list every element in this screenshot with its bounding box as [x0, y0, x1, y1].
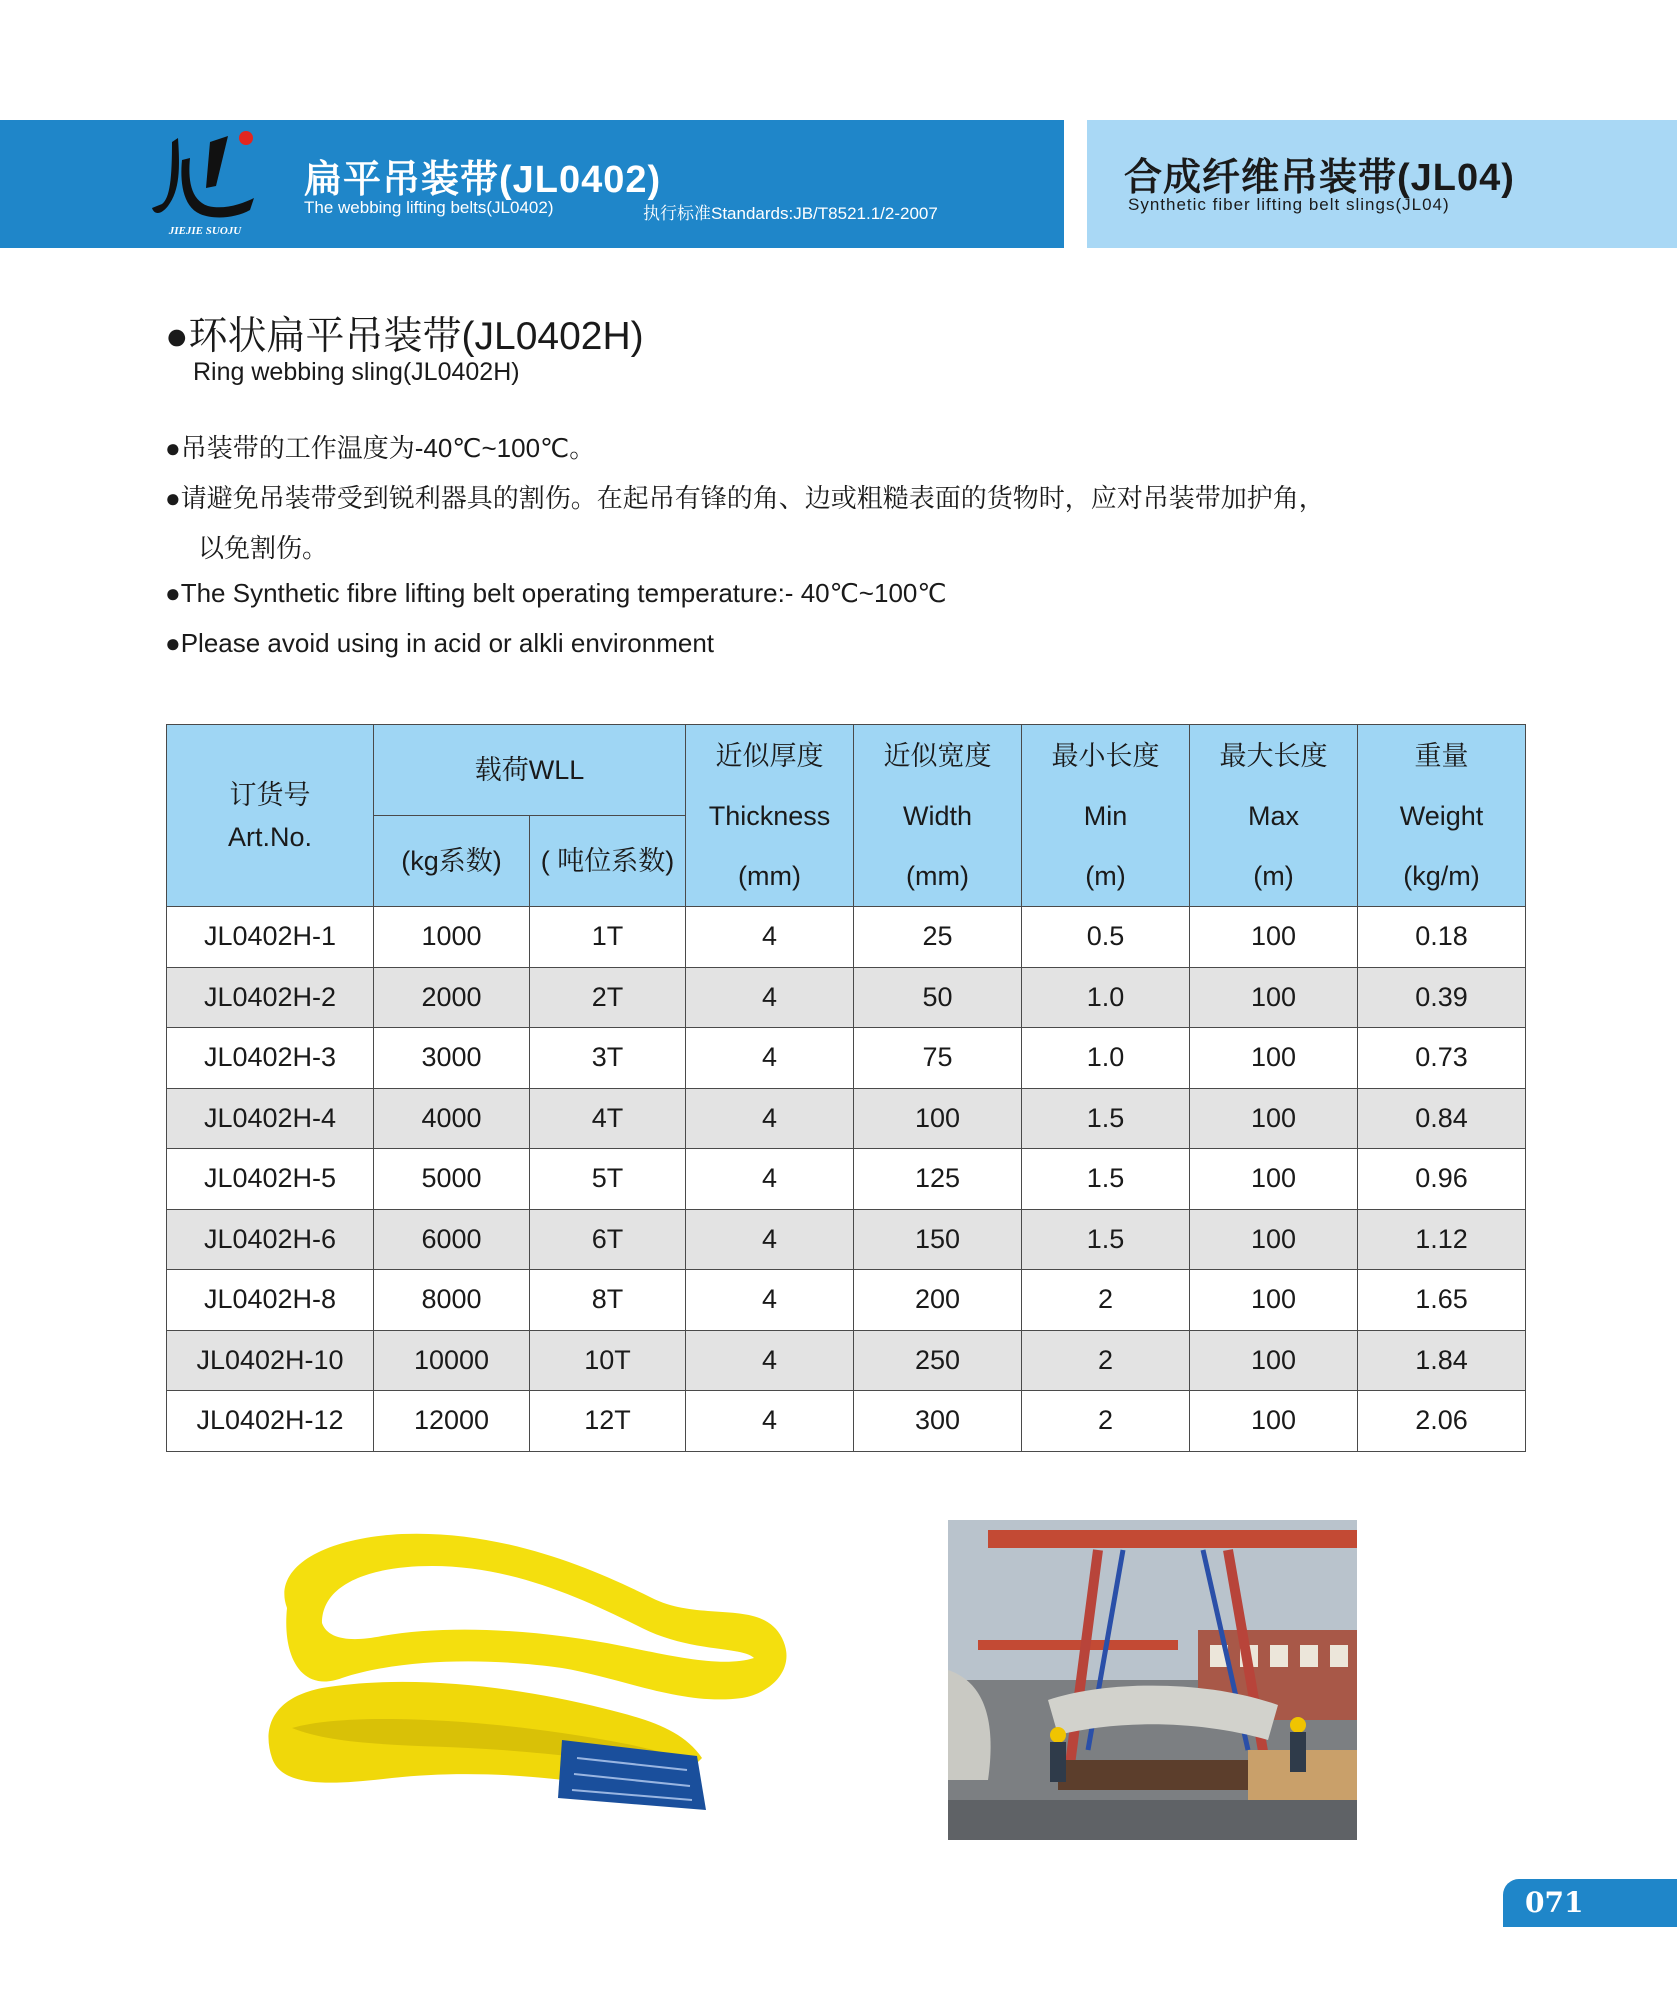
header-min-cn: 最小长度 — [1051, 740, 1160, 771]
cell-max-length: 100 — [1190, 1391, 1358, 1452]
header-weight — [1358, 725, 1526, 907]
header-thickness-en: Thickness — [708, 800, 831, 831]
header-weight-cn: 重量 — [1414, 740, 1469, 771]
section-title: ●环状扁平吊装带(JL0402H) — [165, 315, 644, 358]
cell-load-t: 6T — [530, 1209, 686, 1270]
cell-thickness: 4 — [686, 1028, 854, 1089]
table-row — [167, 1149, 1526, 1210]
header-art-no — [167, 725, 374, 907]
cell-thickness: 4 — [686, 967, 854, 1028]
cell-min-length: 1.5 — [1022, 1088, 1190, 1149]
cell-max-length: 100 — [1190, 1209, 1358, 1270]
note-temperature-cn: ●吊装带的工作温度为-40℃~100℃。 — [165, 433, 596, 463]
cell-art-no: JL0402H-12 — [167, 1391, 374, 1452]
cell-width: 25 — [854, 907, 1022, 968]
header-weight-unit: (kg/m) — [1403, 860, 1480, 891]
cell-load-t: 1T — [530, 907, 686, 968]
cell-load-kg: 3000 — [374, 1028, 530, 1089]
cell-width: 250 — [854, 1330, 1022, 1391]
cell-load-t: 10T — [530, 1330, 686, 1391]
cell-load-kg: 12000 — [374, 1391, 530, 1452]
cell-min-length: 2 — [1022, 1330, 1190, 1391]
cell-min-length: 0.5 — [1022, 907, 1190, 968]
category-title: 合成纤维吊装带(JL04) — [1124, 157, 1515, 199]
cell-width: 125 — [854, 1149, 1022, 1210]
table-row — [167, 907, 1526, 968]
cell-max-length: 100 — [1190, 1149, 1358, 1210]
section-subtitle: Ring webbing sling(JL0402H) — [193, 358, 520, 386]
cell-weight: 0.96 — [1358, 1149, 1526, 1210]
cell-thickness: 4 — [686, 1209, 854, 1270]
header-min-length — [1022, 725, 1190, 907]
header-load-t: ( 吨位系数) — [530, 816, 686, 907]
cell-load-t: 8T — [530, 1270, 686, 1331]
cell-width: 75 — [854, 1028, 1022, 1089]
cell-thickness: 4 — [686, 1088, 854, 1149]
header-max-cn: 最大长度 — [1219, 740, 1328, 771]
header-max-length — [1190, 725, 1358, 907]
cell-art-no: JL0402H-10 — [167, 1330, 374, 1391]
table-row — [167, 1330, 1526, 1391]
cell-art-no: JL0402H-4 — [167, 1088, 374, 1149]
header-load-kg: (kg系数) — [374, 816, 530, 907]
cell-min-length: 2 — [1022, 1391, 1190, 1452]
cell-width: 200 — [854, 1270, 1022, 1331]
company-logo — [150, 128, 260, 240]
cell-load-t: 2T — [530, 967, 686, 1028]
cell-width: 50 — [854, 967, 1022, 1028]
cell-min-length: 1.0 — [1022, 1028, 1190, 1089]
cell-load-kg: 4000 — [374, 1088, 530, 1149]
table-row — [167, 1088, 1526, 1149]
cell-thickness: 4 — [686, 1149, 854, 1210]
cell-weight: 0.84 — [1358, 1088, 1526, 1149]
cell-load-kg: 2000 — [374, 967, 530, 1028]
standard-text: 执行标准Standards:JB/T8521.1/2-2007 — [643, 204, 938, 223]
cell-load-kg: 6000 — [374, 1209, 530, 1270]
cell-min-length: 1.5 — [1022, 1209, 1190, 1270]
header-art-cn: 订货号 — [229, 779, 311, 810]
header-width-cn: 近似宽度 — [883, 740, 992, 771]
cell-load-t: 5T — [530, 1149, 686, 1210]
page-number: 071 — [1503, 1879, 1677, 1927]
cell-max-length: 100 — [1190, 1088, 1358, 1149]
cell-load-t: 12T — [530, 1391, 686, 1452]
header-load: 载荷WLL — [374, 725, 686, 816]
cell-min-length: 1.5 — [1022, 1149, 1190, 1210]
note-cut-warning-cn: ●请避免吊装带受到锐利器具的割伤。在起吊有锋的角、边或粗糙表面的货物时，应对吊装带加护角， — [165, 483, 1325, 513]
cell-max-length: 100 — [1190, 907, 1358, 968]
cell-art-no: JL0402H-5 — [167, 1149, 374, 1210]
header-thickness-unit: (mm) — [738, 860, 801, 891]
cell-load-kg: 5000 — [374, 1149, 530, 1210]
header-max-unit: (m) — [1253, 860, 1294, 891]
cell-load-t: 3T — [530, 1028, 686, 1089]
cell-art-no: JL0402H-2 — [167, 967, 374, 1028]
note-cut-warning-cn-cont: 以免割伤。 — [198, 533, 329, 563]
cell-width: 300 — [854, 1391, 1022, 1452]
note-temperature-en: ●The Synthetic fibre lifting belt operating temperature:- 40℃~100℃ — [165, 578, 947, 608]
table-row — [167, 1391, 1526, 1452]
header-width — [854, 725, 1022, 907]
cell-width: 150 — [854, 1209, 1022, 1270]
cell-weight: 1.84 — [1358, 1330, 1526, 1391]
header-thickness — [686, 725, 854, 907]
category-subtitle: Synthetic fiber lifting belt slings(JL04) — [1128, 195, 1450, 214]
cell-art-no: JL0402H-8 — [167, 1270, 374, 1331]
cell-load-t: 4T — [530, 1088, 686, 1149]
page-subtitle: The webbing lifting belts(JL0402) — [304, 198, 554, 217]
cell-weight: 0.18 — [1358, 907, 1526, 968]
header-width-en: Width — [902, 800, 973, 831]
cell-max-length: 100 — [1190, 1028, 1358, 1089]
cell-min-length: 1.0 — [1022, 967, 1190, 1028]
cell-thickness: 4 — [686, 1270, 854, 1331]
header-min-en: Min — [1083, 800, 1128, 831]
cell-min-length: 2 — [1022, 1270, 1190, 1331]
cell-load-kg: 8000 — [374, 1270, 530, 1331]
cell-art-no: JL0402H-6 — [167, 1209, 374, 1270]
cell-weight: 1.65 — [1358, 1270, 1526, 1331]
table-row — [167, 1209, 1526, 1270]
cell-weight: 0.39 — [1358, 967, 1526, 1028]
header-min-unit: (m) — [1085, 860, 1126, 891]
site-photo — [948, 1520, 1357, 1840]
header-art-en: Art.No. — [227, 821, 313, 852]
cell-art-no: JL0402H-1 — [167, 907, 374, 968]
spec-table — [166, 724, 1526, 1452]
page-title: 扁平吊装带(JL0402) — [304, 159, 662, 201]
cell-load-kg: 1000 — [374, 907, 530, 968]
cell-max-length: 100 — [1190, 967, 1358, 1028]
cell-weight: 2.06 — [1358, 1391, 1526, 1452]
cell-art-no: JL0402H-3 — [167, 1028, 374, 1089]
header-thickness-cn: 近似厚度 — [715, 740, 824, 771]
header-width-unit: (mm) — [906, 860, 969, 891]
cell-width: 100 — [854, 1088, 1022, 1149]
cell-weight: 0.73 — [1358, 1028, 1526, 1089]
header-max-en: Max — [1247, 800, 1299, 831]
table-row — [167, 967, 1526, 1028]
cell-max-length: 100 — [1190, 1330, 1358, 1391]
cell-load-kg: 10000 — [374, 1330, 530, 1391]
table-row — [167, 1270, 1526, 1331]
logo-text: JIEJIE SUOJU — [168, 225, 242, 237]
header-weight-en: Weight — [1399, 800, 1484, 831]
cell-weight: 1.12 — [1358, 1209, 1526, 1270]
cell-thickness: 4 — [686, 1330, 854, 1391]
sling-photo — [262, 1528, 802, 1818]
cell-thickness: 4 — [686, 1391, 854, 1452]
cell-max-length: 100 — [1190, 1270, 1358, 1331]
table-row — [167, 1028, 1526, 1089]
cell-thickness: 4 — [686, 907, 854, 968]
note-acid-en: ●Please avoid using in acid or alkli environment — [165, 628, 714, 658]
